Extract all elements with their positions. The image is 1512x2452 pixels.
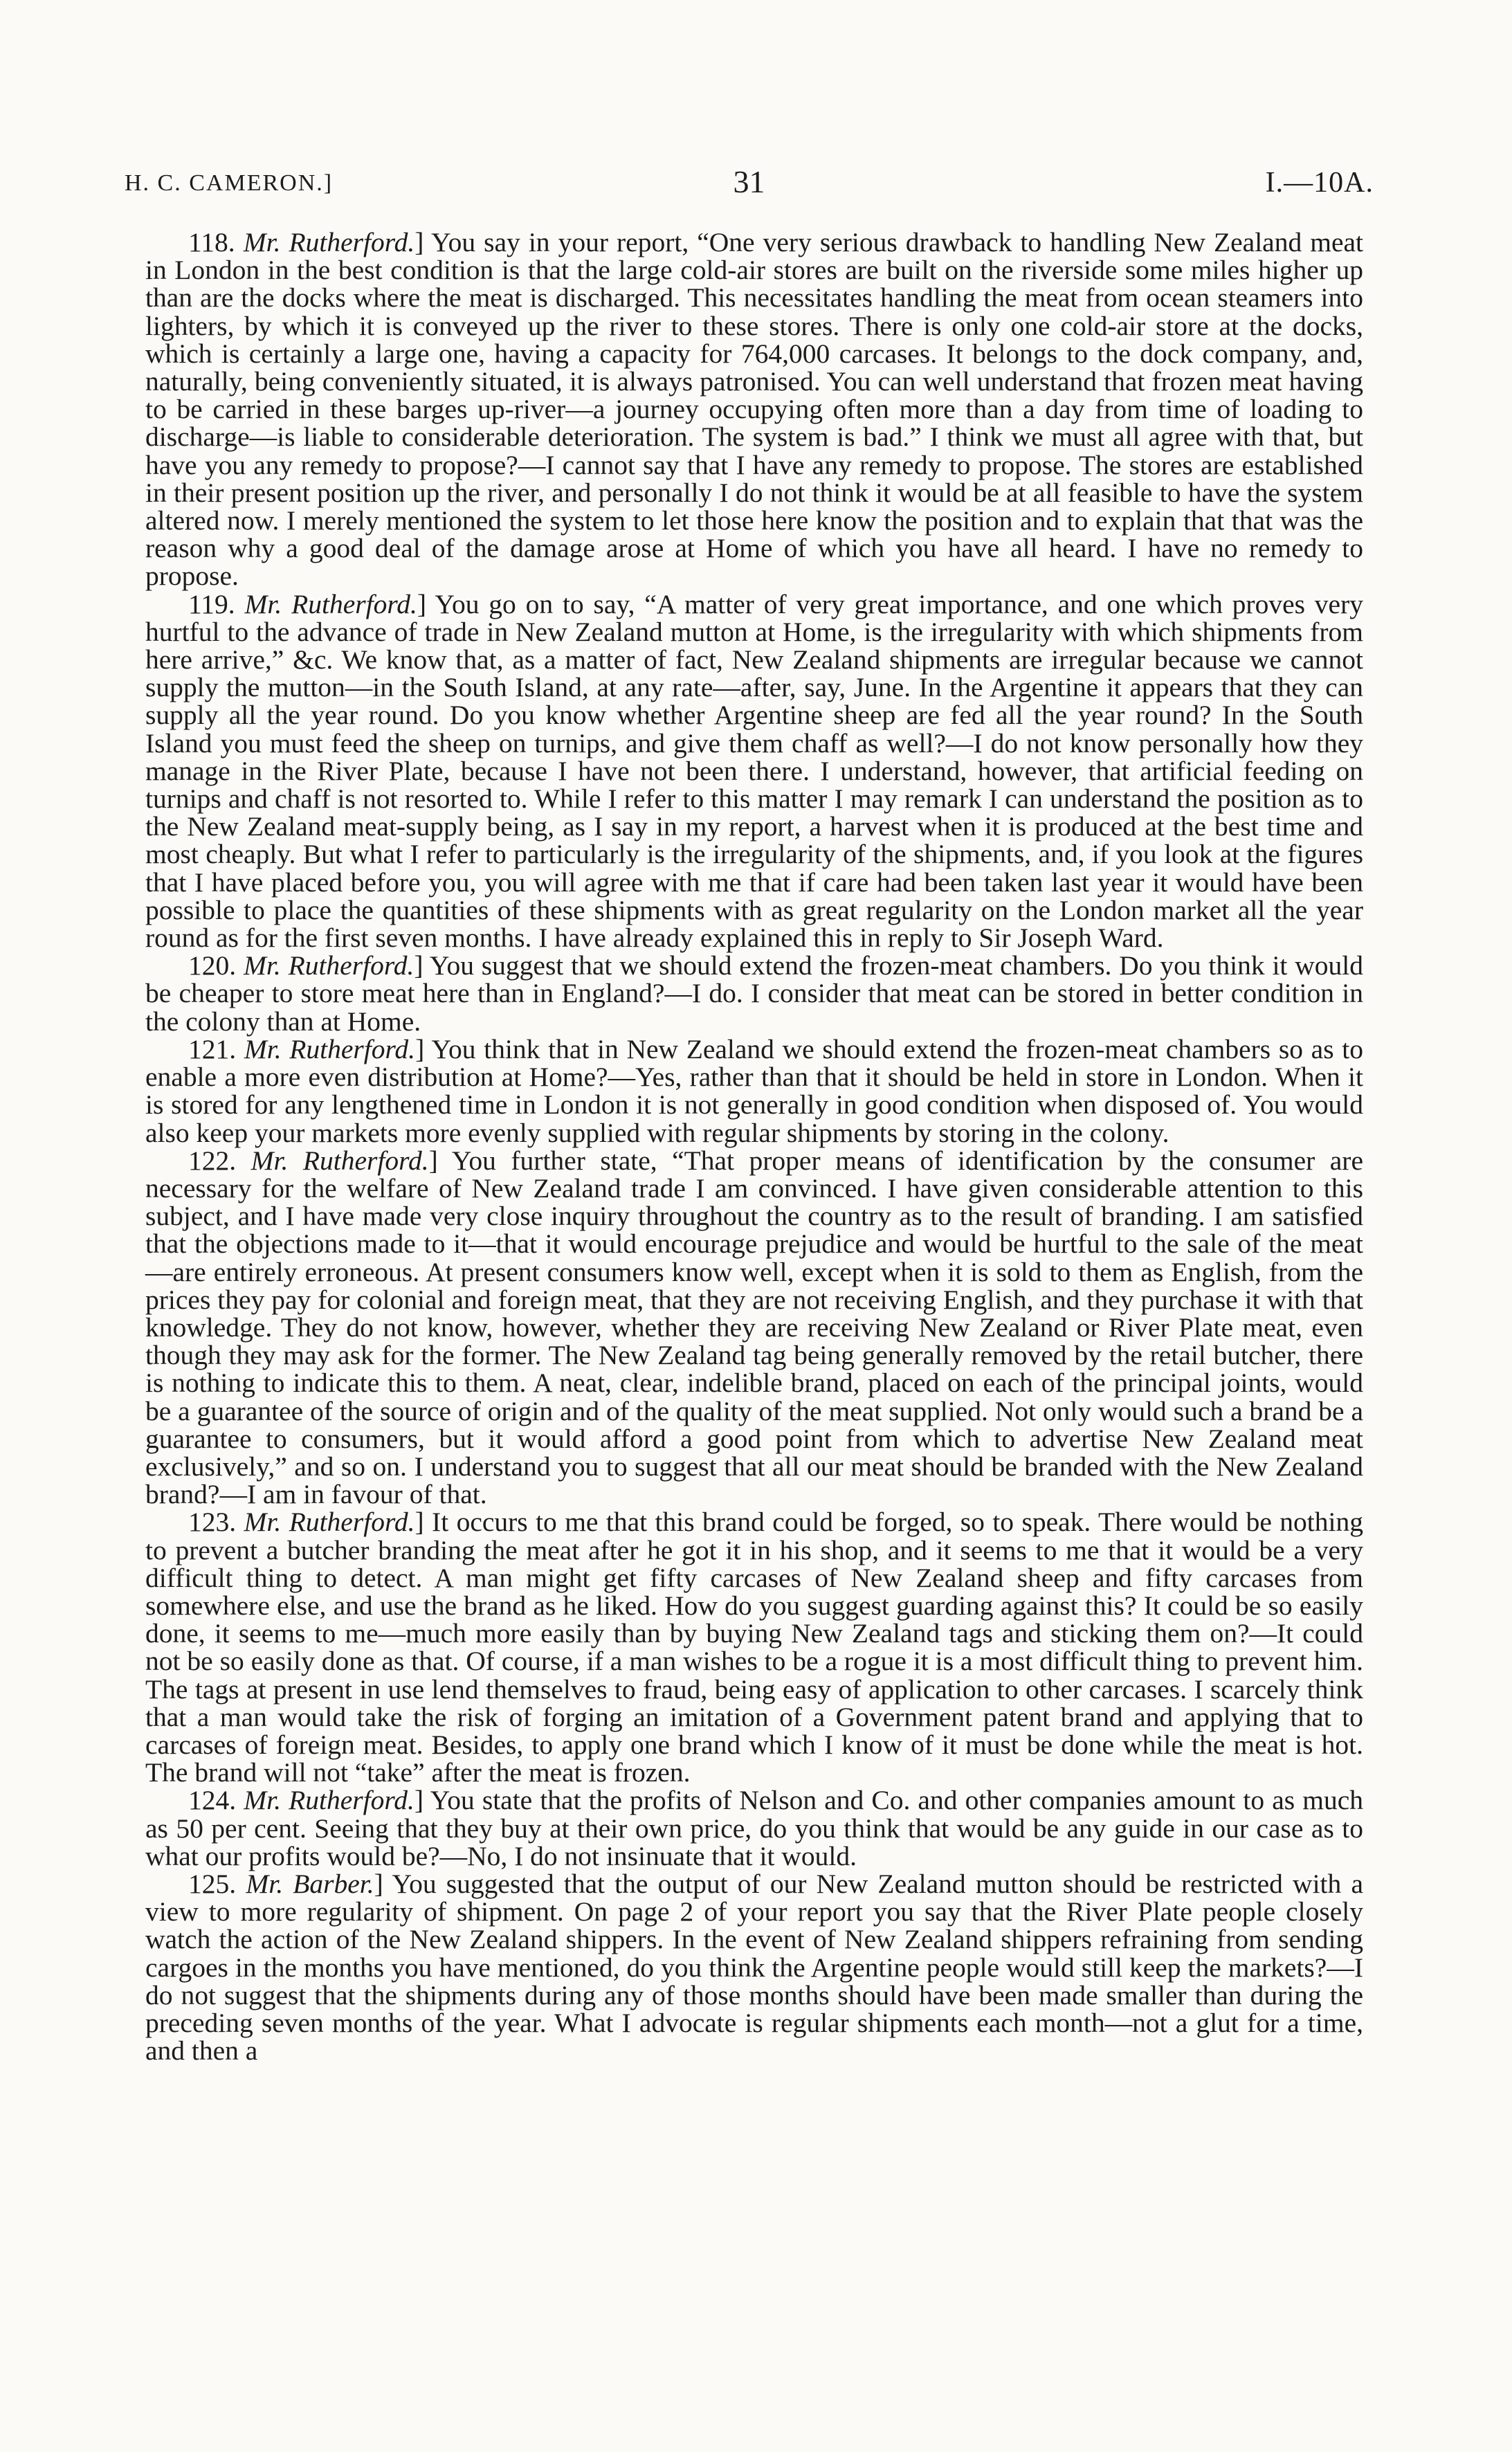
paragraph-122 bbox=[145, 1147, 1363, 1509]
paragraph-120 bbox=[145, 952, 1363, 1035]
paragraph-121 bbox=[145, 1035, 1363, 1147]
speaker: Mr. Barber. bbox=[246, 1868, 374, 1899]
speaker: Mr. Rutherford. bbox=[244, 1507, 415, 1538]
paragraph-text: ] You state that the profits of Nelson and Co. and other companies amount to as much as 50 per cent. Seeing that they buy at their own price, do you think that would be any guide in our case as to what our profits would be?—No, I do not insinuate that it would. bbox=[145, 1785, 1364, 1871]
question-number: 120. bbox=[188, 950, 237, 981]
page-header bbox=[125, 163, 1374, 205]
paragraph-text: ] It occurs to me that this brand could be forged, so to speak. There would be nothing to prevent a butcher branding the meat after he got it in his shop, and it seems to me that it would be a very difficult thing to detect. A man might get fifty carcases of New Zealand sheep and fifty carcases from somewhere else, and use the brand as he liked. How do you suggest guarding against this? It could be so easily done, it seems to me—much more easily than by buying New Zealand tags and sticking them on?—It could not be so easily done as that. Of course, if a man wishes to be a rogue it is a most difficult thing to prevent him. The tags at present in use lend themselves to fraud, being easy of application to other carcases. I scarcely think that a man would take the risk of forging an imitation of a Government patent brand and applying that to carcases of foreign meat. Besides, to apply one brand which I know of it must be done while the meat is hot. The brand will not “take” after the meat is frozen. bbox=[145, 1507, 1363, 1788]
header-document-code: I.—10A. bbox=[1265, 167, 1374, 199]
question-number: 118. bbox=[188, 227, 235, 257]
paragraph-text: ] You further state, “That proper means of identification by the consumer are necessary for the welfare of New Zealand trade I am convinced. I have given considerable attention to this subject, and I have made very close inquiry throughout the country as to the result of branding. I am satisfied that the objections made to it—that it would encourage prejudice and would be hurtful to the sale of the meat—are entirely erroneous. At present consumers know well, except when it is sold to them as English, from the prices they pay for colonial and foreign meat, that they are not receiving English, and they purchase it with that knowledge. They do not know, however, whether they are receiving New Zealand or River Plate meat, even though they may ask for the former. The New Zealand tag being generally removed by the retail butcher, there is nothing to indicate this to them. A neat, clear, indelible brand, placed on each of the principal joints, would be a guarantee of the source of origin and of the quality of the meat supplied. Not only would such a brand be a guarantee to consumers, but it would afford a good point from which to advertise New Zealand meat exclusively,” and so on. I understand you to suggest that all our meat should be branded with the New Zealand brand?—I am in favour of that. bbox=[145, 1145, 1363, 1510]
speaker: Mr. Rutherford. bbox=[243, 227, 415, 257]
speaker: Mr. Rutherford. bbox=[243, 950, 415, 981]
paragraph-text: ] You suggest that we should extend the frozen-meat chambers. Do you think it would be cheaper to store meat here than in England?—I do. I consider that meat can be stored in better condition in the colony than at Home. bbox=[145, 950, 1363, 1037]
paragraph-118 bbox=[145, 228, 1363, 590]
speaker: Mr. Rutherford. bbox=[244, 1785, 415, 1816]
paragraph-123 bbox=[145, 1508, 1363, 1786]
speaker: Mr. Rutherford. bbox=[244, 1033, 416, 1064]
question-number: 124. bbox=[188, 1785, 237, 1816]
header-witness-name: H. C. CAMERON.] bbox=[125, 170, 334, 196]
question-number: 122. bbox=[188, 1145, 237, 1176]
question-number: 119. bbox=[188, 588, 235, 619]
question-number: 121. bbox=[188, 1033, 237, 1064]
paragraph-125 bbox=[145, 1868, 1363, 2067]
paragraph-124 bbox=[145, 1786, 1363, 1870]
body-text bbox=[145, 227, 1364, 2067]
paragraph-text: ] You say in your report, “One very serious drawback to handling New Zealand meat in London in the best condition is that the large cold-air stores are built on the riverside some miles higher up than are the docks where the meat is discharged. This necessitates handling the meat from ocean steamers into lighters, by which it is conveyed up the river to these stores. There is only one cold-air store at the docks, which is certainly a large one, having a capacity for 764,000 carcases. It belongs to the dock company, and, naturally, being conveniently situated, it is always patronised. You can well understand that frozen meat having to be carried in these barges up-river—a journey occupying often more than a day from time of loading to discharge—is liable to considerable deterioration. The system is bad.” I think we must all agree with that, but have you any remedy to propose?—I cannot say that I have any remedy to propose. The stores are established in their present position up the river, and personally I do not think it would be at all feasible to have the system altered now. I merely mentioned the system to let those here know the position and to explain that that was the reason why a good deal of the damage arose at Home of which you have all heard. I have no remedy to propose. bbox=[145, 227, 1364, 592]
question-number: 125. bbox=[188, 1868, 237, 1899]
paragraph-119 bbox=[145, 590, 1363, 952]
paragraph-text: ] You think that in New Zealand we should extend the frozen-meat chambers so as to enable a more even distribution at Home?—Yes, rather than that it should be held in store in London. When it is stored for any lengthened time in London it is not generally in good condition when disposed of. You would also keep your markets more evenly supplied with regular shipments by storing in the colony. bbox=[145, 1033, 1363, 1148]
paragraph-text: ] You go on to say, “A matter of very great importance, and one which proves very hurtful to the advance of trade in New Zealand mutton at Home, is the irregularity with which shipments from here arrive,” &c. We know that, as a matter of fact, New Zealand shipments are irregular because we cannot supply the mutton—in the South Island, at any rate—after, say, June. In the Argentine it appears that they can supply all the year round. Do you know whether Argentine sheep are fed all the year round? In the South Island you must feed the sheep on turnips, and give them chaff as well?—I do not know personally how they manage in the River Plate, because I have not been there. I understand, however, that artificial feeding on turnips and chaff is not resorted to. While I refer to this matter I may remark I can understand the position as to the New Zealand meat-supply being, as I say in my report, a harvest when it is produced at the best time and most cheaply. But what I refer to particularly is the irregularity of the shipments, and, if you look at the figures that I have placed before you, you will agree with me that if care had been taken last year it would have been possible to place the quantities of these shipments with as great regularity on the London market all the year round as for the first seven months. I have already explained this in reply to Sir Joseph Ward. bbox=[145, 588, 1363, 954]
paragraph-text: ] You suggested that the output of our New Zealand mutton should be restricted with a view to more regularity of shipment. On page 2 of your report you say that the River Plate people closely watch the action of the New Zealand shippers. In the event of New Zealand shippers refraining from sending cargoes in the months you have mentioned, do you think the Argentine people would still keep the markets?—I do not suggest that the shipments during any of those months should have been made smaller than during the preceding seven months of the year. What I advocate is regular shipments each month—not a glut for a time, and then a bbox=[145, 1868, 1363, 2067]
speaker: Mr. Rutherford. bbox=[251, 1145, 429, 1176]
speaker: Mr. Rutherford. bbox=[244, 588, 417, 619]
question-number: 123. bbox=[188, 1507, 237, 1538]
page-number: 31 bbox=[733, 164, 765, 199]
